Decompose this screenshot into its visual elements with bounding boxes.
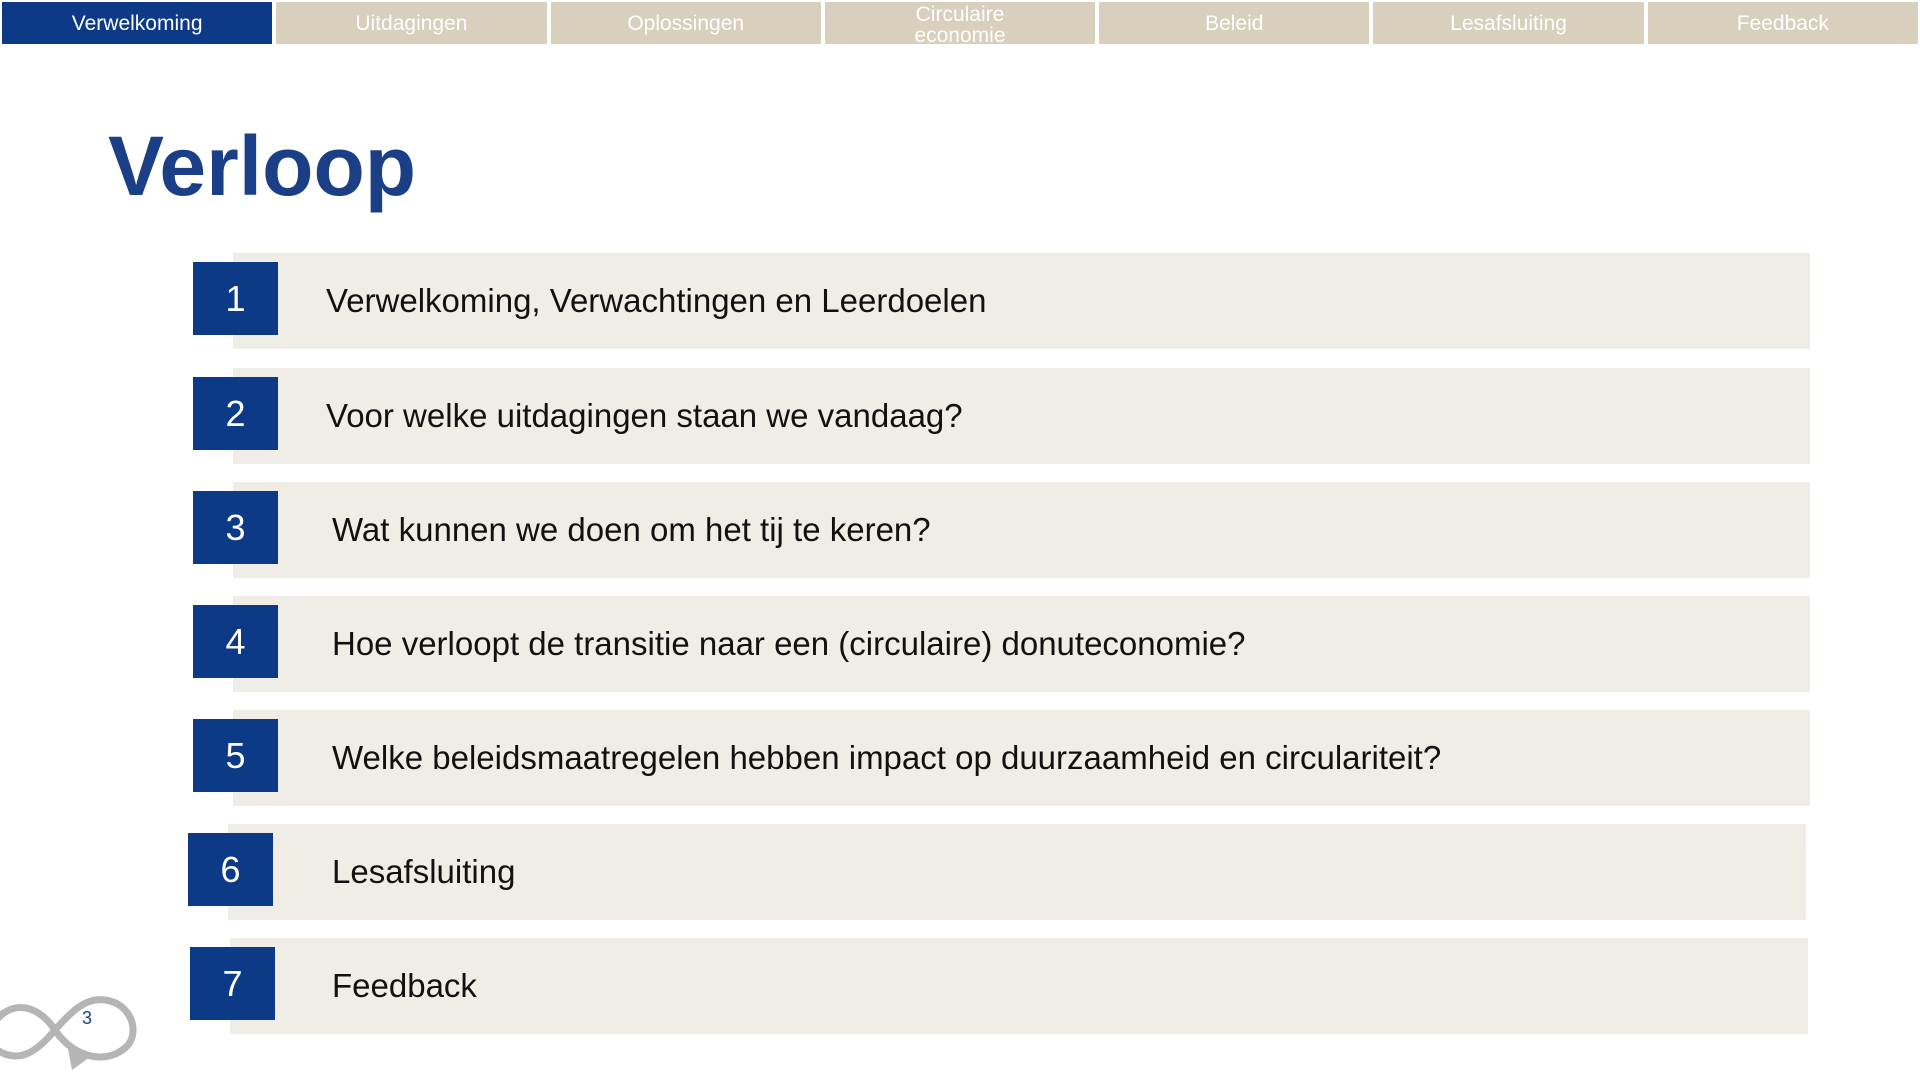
agenda-item-text: Lesafsluiting <box>332 853 516 890</box>
tab-label: Beleid <box>1205 11 1264 35</box>
tab-label: Feedback <box>1736 11 1829 35</box>
agenda-item-text: Verwelkoming, Verwachtingen en Leerdoelen <box>326 282 987 319</box>
agenda-item-text: Wat kunnen we doen om het tij te keren? <box>332 511 931 548</box>
agenda-item-text: Hoe verloopt de transitie naar een (circulaire) donuteconomie? <box>332 625 1246 662</box>
agenda-item-number: 4 <box>193 605 278 678</box>
agenda-item[interactable] <box>188 824 1806 920</box>
agenda-item[interactable] <box>193 710 1810 806</box>
agenda-item-number: 3 <box>193 491 278 564</box>
tab-label: Verwelkoming <box>71 11 203 35</box>
agenda-item-text: Voor welke uitdagingen staan we vandaag? <box>326 397 963 434</box>
agenda-item-number: 1 <box>193 262 278 335</box>
tab-label: Circulaire economie <box>914 3 1006 47</box>
agenda-item[interactable] <box>193 253 1810 349</box>
agenda-item-number: 7 <box>190 947 275 1020</box>
agenda-item[interactable] <box>193 482 1810 578</box>
page-title: Verloop <box>108 119 417 213</box>
agenda-item-number: 6 <box>188 833 273 906</box>
infinity-arrow-icon <box>0 975 140 1080</box>
tab-label: Uitdagingen <box>355 11 468 35</box>
agenda-item-text: Feedback <box>332 967 477 1004</box>
agenda-item-number: 2 <box>193 377 278 450</box>
agenda-item-number: 5 <box>193 719 278 792</box>
tab-label: Lesafsluiting <box>1450 11 1567 35</box>
agenda-item-text: Welke beleidsmaatregelen hebben impact op duurzaamheid en circulariteit? <box>332 739 1442 776</box>
tab-label: Oplossingen <box>627 11 745 35</box>
agenda-item[interactable] <box>193 596 1810 692</box>
agenda-item[interactable] <box>193 368 1810 464</box>
agenda-item[interactable] <box>190 938 1808 1034</box>
page-number: 3 <box>82 1008 93 1028</box>
